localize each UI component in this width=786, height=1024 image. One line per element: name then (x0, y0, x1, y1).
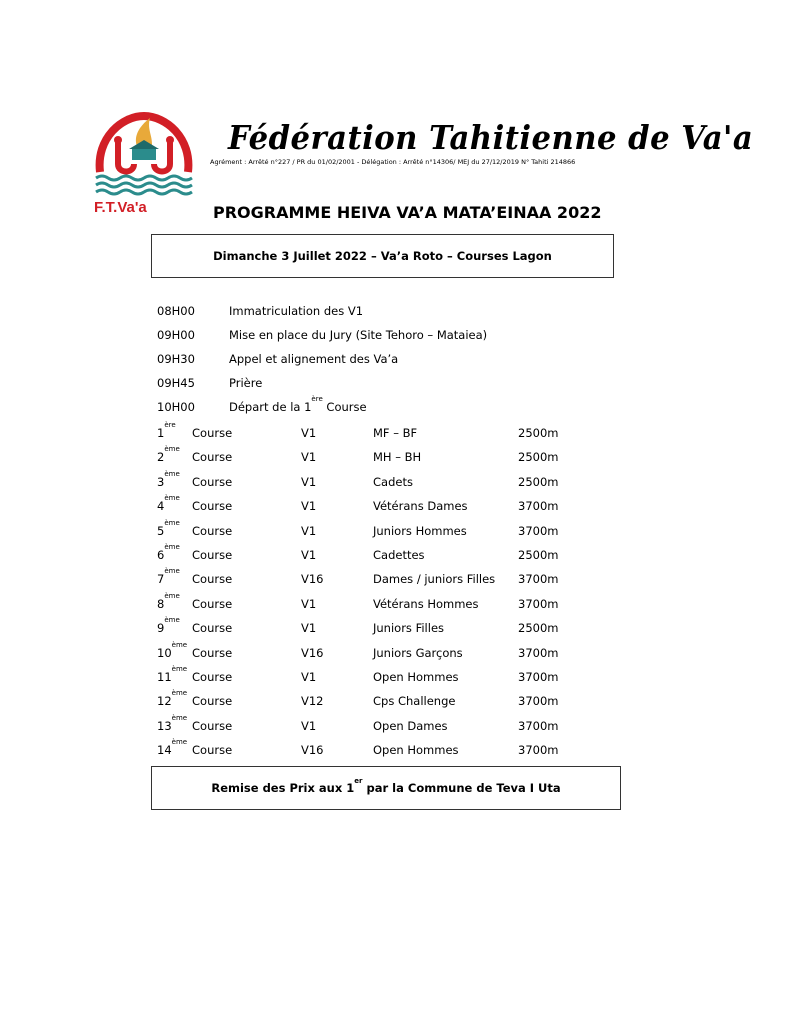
agrement-line: Agrément : Arrêté n°227 / PR du 01/02/2001 - Délégation : Arrêté n°14306/ MEJ du 27/12/2019 N° Tahiti 214866 (210, 158, 576, 166)
race-label: Course (192, 474, 233, 489)
race-distance: 2500m (518, 450, 559, 465)
schedule-desc-sup: ère (311, 395, 323, 403)
schedule-desc: Prière (229, 376, 263, 390)
schedule-desc: Appel et alignement des Va’a (229, 352, 399, 366)
awards-sup: er (354, 777, 363, 785)
race-boat: V1 (301, 450, 317, 465)
race-number-value: 11 (157, 670, 172, 684)
race-number-value: 7 (157, 572, 165, 587)
race-label: Course (192, 523, 233, 538)
race-category: Cps Challenge (373, 694, 456, 709)
race-distance: 3700m (518, 523, 559, 538)
awards-text-before: Remise des Prix aux 1 (211, 781, 355, 795)
ftv-logo (92, 108, 196, 216)
race-category: Juniors Garçons (373, 645, 463, 660)
schedule-desc: Mise en place du Jury (Site Tehoro – Mataiea) (229, 328, 488, 342)
race-number-value: 14 (157, 743, 172, 758)
race-label: Course (192, 743, 233, 758)
race-boat: V1 (301, 426, 317, 440)
race-label: Course (192, 670, 233, 684)
race-number-value: 13 (157, 718, 172, 733)
race-number (157, 713, 188, 734)
race-distance: 2500m (518, 621, 559, 636)
race-number (157, 469, 180, 490)
race-category: Vétérans Dames (373, 499, 468, 514)
race-boat: V1 (301, 718, 317, 733)
race-number-sup: ème (164, 469, 180, 478)
race-boat: V16 (301, 572, 324, 587)
race-label: Course (192, 645, 233, 660)
race-boat: V16 (301, 645, 324, 660)
logo-text: F.T.Va'a (94, 199, 147, 216)
race-distance: 3700m (518, 743, 559, 758)
schedule-time: 09H30 (157, 352, 195, 366)
federation-title: Fédération Tahitienne de Va'a (228, 118, 754, 157)
race-boat: V12 (301, 694, 324, 709)
race-category: Open Hommes (373, 743, 459, 758)
race-number-value: 1 (157, 426, 165, 440)
race-label: Course (192, 694, 233, 709)
race-category: MF – BF (373, 426, 418, 440)
race-number-value: 6 (157, 548, 165, 562)
schedule-desc-after: Course (322, 400, 367, 414)
schedule-time: 09H45 (157, 376, 195, 390)
race-category: Dames / juniors Filles (373, 572, 496, 587)
race-category: Cadets (373, 474, 413, 489)
race-number (157, 640, 188, 661)
race-number (157, 738, 188, 758)
race-number-value: 8 (157, 596, 165, 611)
race-distance: 3700m (518, 645, 559, 660)
race-number (157, 518, 180, 539)
race-number-sup: ème (171, 738, 188, 747)
race-number-value: 3 (157, 474, 165, 489)
awards-box (151, 766, 621, 810)
race-number-sup: ème (171, 713, 188, 722)
race-number-sup: ème (164, 543, 180, 551)
race-number-sup: ème (164, 616, 180, 625)
race-number-value: 2 (157, 450, 165, 465)
race-boat: V1 (301, 474, 317, 489)
event-box (151, 234, 614, 278)
programme-title: PROGRAMME HEIVA VA’A MATA’EINAA 2022 (213, 203, 602, 222)
race-category: Open Dames (373, 718, 448, 733)
race-number (157, 421, 176, 441)
race-label: Course (192, 572, 233, 587)
race-category: Vétérans Hommes (373, 596, 479, 611)
schedule-time: 10H00 (157, 400, 195, 414)
race-number-sup: ème (171, 640, 188, 649)
race-number-sup: ème (164, 567, 180, 576)
race-boat: V1 (301, 596, 317, 611)
race-boat: V1 (301, 548, 317, 562)
race-label: Course (192, 718, 233, 733)
race-number (157, 591, 180, 612)
race-number-sup: ère (164, 421, 176, 429)
race-number (157, 543, 180, 563)
race-distance: 2500m (518, 426, 559, 440)
race-distance: 3700m (518, 694, 559, 709)
race-boat: V1 (301, 621, 317, 636)
schedule-time: 08H00 (157, 304, 195, 318)
race-number-sup: ème (171, 689, 188, 698)
schedule-desc-before: Départ de la 1 (229, 400, 312, 414)
race-label: Course (192, 450, 233, 465)
race-boat: V16 (301, 743, 324, 758)
awards-text (211, 777, 561, 795)
race-category: MH – BH (373, 450, 422, 465)
race-label: Course (192, 596, 233, 611)
race-category: Juniors Filles (373, 621, 445, 636)
race-distance: 3700m (518, 718, 559, 733)
race-label: Course (192, 621, 233, 636)
race-number (157, 567, 180, 587)
race-category: Juniors Hommes (373, 523, 467, 538)
race-number-value: 4 (157, 499, 165, 514)
race-number (157, 689, 188, 709)
race-number-sup: ème (171, 665, 188, 673)
race-distance: 2500m (518, 474, 559, 489)
race-category: Open Hommes (373, 670, 459, 684)
schedule-time: 09H00 (157, 328, 195, 342)
race-number-sup: ème (164, 518, 180, 527)
event-box-text: Dimanche 3 Juillet 2022 – Va’a Roto – Courses Lagon (213, 249, 552, 263)
schedule-desc (229, 395, 367, 415)
race-distance: 3700m (518, 596, 559, 611)
race-number (157, 494, 180, 514)
race-number (157, 665, 188, 685)
race-label: Course (192, 548, 233, 562)
race-label: Course (192, 426, 233, 440)
race-distance: 3700m (518, 670, 559, 684)
race-distance: 2500m (518, 548, 559, 562)
race-distance: 3700m (518, 499, 559, 514)
race-number (157, 445, 180, 465)
race-boat: V1 (301, 670, 317, 684)
race-number (157, 616, 180, 636)
race-distance: 3700m (518, 572, 559, 587)
race-boat: V1 (301, 523, 317, 538)
race-number-value: 9 (157, 621, 165, 636)
race-number-sup: ème (164, 591, 180, 600)
awards-text-after: par la Commune de Teva I Uta (362, 781, 561, 795)
race-label: Course (192, 499, 233, 514)
race-boat: V1 (301, 499, 317, 514)
race-category: Cadettes (373, 548, 425, 562)
race-number-sup: ème (164, 445, 180, 454)
race-number-value: 12 (157, 694, 172, 709)
race-number-value: 5 (157, 523, 165, 538)
schedule-desc: Immatriculation des V1 (229, 304, 364, 318)
race-number-value: 10 (157, 645, 172, 660)
race-number-sup: ème (164, 494, 180, 503)
